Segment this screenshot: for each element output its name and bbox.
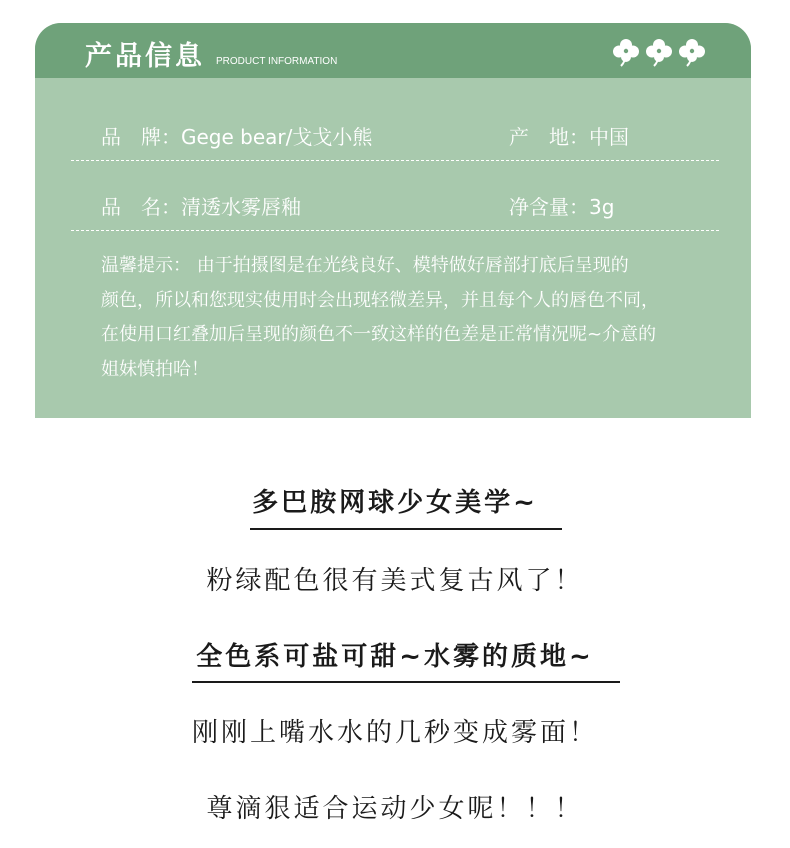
slogan-text-2: 粉绿配色很有美式复古风了！ <box>206 566 584 596</box>
notice-line: 温馨提示： 由于拍摄图是在光线良好、模特做好唇部打底后呈现的 <box>101 255 629 276</box>
brand-field <box>101 121 372 150</box>
slogan-headline-1: 多巴胺网球少女美学~ <box>252 488 538 518</box>
net-content-field <box>509 191 614 220</box>
clover-icon <box>677 37 707 67</box>
origin-label: 产 地： <box>509 125 589 149</box>
product-info-card <box>35 23 751 418</box>
brand-label: 品 牌： <box>101 125 181 149</box>
info-row-name-net <box>71 191 719 231</box>
slogan-underline <box>192 681 620 683</box>
notice-line: 在使用口红叠加后呈现的颜色不一致这样的色差是正常情况呢~介意的 <box>101 324 657 345</box>
net-content-value: 3g <box>589 195 615 219</box>
slogan-text-4: 刚刚上嘴水水的几秒变成雾面！ <box>191 718 598 748</box>
origin-field <box>509 121 629 150</box>
dashed-divider <box>71 160 719 161</box>
origin-value: 中国 <box>589 125 629 149</box>
product-name-field <box>101 191 301 220</box>
clover-icon <box>644 37 674 67</box>
notice-text <box>101 249 721 387</box>
slogan-headline-3: 全色系可盐可甜~水雾的质地~ <box>196 642 594 672</box>
net-content-label: 净含量： <box>509 195 589 219</box>
product-name-label: 品 名： <box>101 195 181 219</box>
info-row-brand-origin <box>71 121 719 161</box>
dashed-divider <box>71 230 719 231</box>
clover-icon <box>611 37 641 67</box>
notice-line: 姐妹慎拍哈！ <box>101 358 209 380</box>
notice-line: 颜色，所以和您现实使用时会出现轻微差异，并且每个人的唇色不同， <box>101 289 659 311</box>
product-info-header <box>35 23 751 78</box>
brand-value: Gege bear/戈戈小熊 <box>181 125 373 149</box>
slogan-text-5: 尊滴狠适合运动少女呢！！！ <box>206 794 584 824</box>
clover-decoration <box>611 37 711 67</box>
product-name-value: 清透水雾唇釉 <box>181 195 301 219</box>
product-info-title: 产品信息 <box>85 41 205 72</box>
slogan-underline <box>250 528 562 530</box>
product-info-subtitle: PRODUCT INFORMATION <box>216 56 338 67</box>
